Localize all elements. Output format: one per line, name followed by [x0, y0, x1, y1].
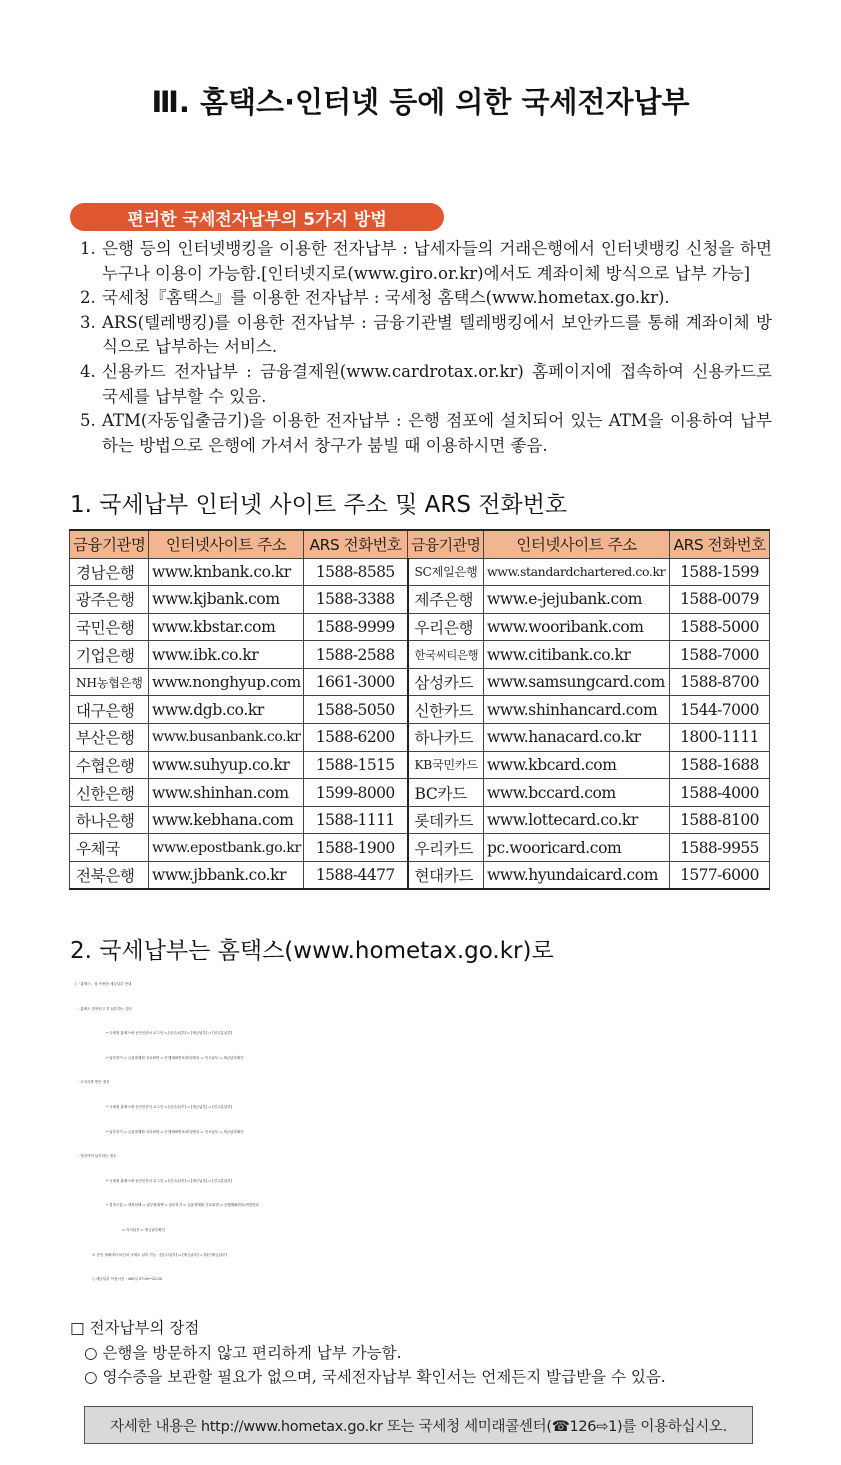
site-url-cell: www.hanacard.co.kr [484, 724, 670, 752]
site-url-cell: www.kbstar.com [149, 613, 304, 641]
ars-number-cell: 1588-8100 [670, 806, 770, 834]
ars-number-cell: 1577-6000 [670, 862, 770, 890]
site-url-cell: www.suhyup.co.kr [149, 751, 304, 779]
bank-name-cell: 하나은행 [70, 806, 149, 834]
header-site: 인터넷사이트 주소 [149, 530, 304, 558]
ars-number-cell: 1588-9955 [670, 834, 770, 862]
guide-case: - 홈택스 전자신고 후 납부하는 경우 [78, 1006, 133, 1011]
method-text: 은행 등의 인터넷뱅킹을 이용한 전자납부 : 납세자들의 거래은행에서 인터넷뱅킹 신청을 하면 누구나 이용이 가능함.[인터넷지로(www.giro.or.kr)에서도 계좌이체 방식으로 납부 가능] [102, 239, 772, 283]
merit-item: ○ 영수증을 보관할 필요가 없으며, 국세전자납부 확인서는 언제든지 발급받을 수 있음. [84, 1368, 666, 1387]
method-item [80, 360, 772, 409]
bank-name-cell: 국민은행 [70, 613, 149, 641]
ars-number-cell: 1588-8585 [304, 558, 408, 586]
bank-name-cell: 롯데카드 [408, 806, 484, 834]
bank-name-cell: 삼성카드 [408, 668, 484, 696]
bank-name-cell: 우리은행 [408, 613, 484, 641]
site-url-cell: www.e-jejubank.com [484, 586, 670, 614]
guide-step: • 납부하기 ⇨ 금융결제원 지로화면 ⇨ 은행계좌번호/비밀번호 ⇨ 즉시납부 ⇨ 세금납부확인 [106, 1129, 244, 1134]
footer-notice: 자세한 내용은 http://www.hometax.go.kr 또는 국세청 세미래콜센터(☎126⇨1)를 이용하십시오. [84, 1406, 753, 1444]
bank-name-cell: 현대카드 [408, 862, 484, 890]
bank-name-cell: BC카드 [408, 779, 484, 807]
site-url-cell: www.lottecard.co.kr [484, 806, 670, 834]
method-item [80, 409, 772, 458]
table-row [70, 613, 770, 641]
table-row [70, 834, 770, 862]
ars-number-cell: 1588-3388 [304, 586, 408, 614]
guide-step: • 납부하기 ⇨ 금융결제원 지로화면 ⇨ 은행계좌번호/비밀번호 ⇨ 즉시납부 ⇨ 세금납부확인 [106, 1055, 244, 1060]
bank-table-header [70, 530, 770, 558]
site-url-cell: www.nonghyup.com [149, 668, 304, 696]
method-item [80, 311, 772, 360]
guide-step: • 국세청 홈택스에 공인인증서 로그인 ⇨ [신고/납부] ⇨ [세금납부] ⇨ [신고분납부] [106, 1104, 233, 1109]
ars-number-cell: 1588-6200 [304, 724, 408, 752]
ars-number-cell: 1588-4477 [304, 862, 408, 890]
bank-name-cell: 수협은행 [70, 751, 149, 779]
table-row [70, 558, 770, 586]
ars-number-cell: 1588-5050 [304, 696, 408, 724]
merits-heading: □ 전자납부의 장점 [70, 1319, 200, 1337]
bank-table [69, 529, 770, 890]
table-row [70, 806, 770, 834]
ars-number-cell: 1588-1111 [304, 806, 408, 834]
method-text: 신용카드 전자납부 : 금융결제원(www.cardrotax.or.kr) 홈페이지에 접속하여 신용카드로 국세를 납부할 수 있음. [102, 361, 772, 406]
guide-intro: ○「홈택스」를 이용한 세금납부 안내 [74, 982, 132, 986]
bank-name-cell: 신한카드 [408, 696, 484, 724]
bank-name-cell: 제주은행 [408, 586, 484, 614]
method-text: 국세청『홈택스』를 이용한 전자납부 : 국세청 홈택스(www.hometax.go.kr). [102, 288, 670, 308]
bank-name-cell: 우리카드 [408, 834, 484, 862]
table-row [70, 641, 770, 669]
methods-heading-badge: 편리한 국세전자납부의 5가지 방법 [70, 203, 444, 231]
guide-step-continued: ⇨ 즉시납부 ⇨ 세금납부확인 [122, 1227, 166, 1232]
header-bank-name: 금융기관명 [408, 530, 484, 558]
guide-step: • 국세청 홈택스에 공인인증서 로그인 ⇨ [신고/납부] ⇨ [세금납부] ⇨ [신고분납부] [106, 1031, 233, 1036]
bank-name-cell: 기업은행 [70, 641, 149, 669]
site-url-cell: www.epostbank.go.kr [149, 834, 304, 862]
site-url-cell: www.samsungcard.com [484, 668, 670, 696]
bank-name-cell: KB국민카드 [408, 751, 484, 779]
site-url-cell: www.hyundaicard.com [484, 862, 670, 890]
table-row [70, 779, 770, 807]
method-item [80, 237, 772, 286]
guide-step: • 결정구분 ⇨ 세목선택 ⇨ 납부할세액 ⇨ 납부하기 ⇨ 금융결제원 지로화면 ⇨ 은행계좌번호/비밀번호 [106, 1203, 259, 1208]
ars-number-cell: 1588-1900 [304, 834, 408, 862]
ars-number-cell: 1599-8000 [304, 779, 408, 807]
site-url-cell: www.busanbank.co.kr [149, 724, 304, 752]
table-row [70, 751, 770, 779]
guide-case: - 고지서를 받은 경우 [78, 1080, 110, 1085]
site-url-cell: www.dgb.co.kr [149, 696, 304, 724]
site-url-cell: www.kebhana.com [149, 806, 304, 834]
site-url-cell: www.citibank.co.kr [484, 641, 670, 669]
method-number: 1. [80, 239, 96, 258]
bank-name-cell: 전북은행 [70, 862, 149, 890]
ars-number-cell: 1588-9999 [304, 613, 408, 641]
section1-title: 1. 국세납부 인터넷 사이트 주소 및 ARS 전화번호 [70, 492, 568, 518]
site-url-cell: www.kjbank.com [149, 586, 304, 614]
site-url-cell: www.ibk.co.kr [149, 641, 304, 669]
method-number: 4. [80, 361, 96, 381]
bank-name-cell: 한국씨티은행 [408, 641, 484, 669]
header-ars: ARS 전화번호 [670, 530, 770, 558]
ars-number-cell: 1588-1688 [670, 751, 770, 779]
bank-name-cell: 우체국 [70, 834, 149, 862]
page-title: Ⅲ. 홈택스·인터넷 등에 의한 국세전자납부 [151, 85, 690, 119]
hometax-guide [74, 972, 774, 1292]
guide-note: ※ 본인 계좌에서 타인의 국세도 납부 가능 : [신고/납부] ⇨ [세금납부] ⇨ [타인세금납부] [92, 1252, 227, 1257]
method-item [80, 286, 772, 311]
site-url-cell: www.jbbank.co.kr [149, 862, 304, 890]
table-row [70, 696, 770, 724]
bank-name-cell: 신한은행 [70, 779, 149, 807]
ars-number-cell: 1544-7000 [670, 696, 770, 724]
ars-number-cell: 1588-4000 [670, 779, 770, 807]
ars-number-cell: 1588-5000 [670, 613, 770, 641]
site-url-cell: www.wooribank.com [484, 613, 670, 641]
site-url-cell: www.kbcard.com [484, 751, 670, 779]
method-number: 2. [80, 288, 96, 308]
method-number: 5. [80, 411, 96, 431]
header-bank-name: 금융기관명 [70, 530, 149, 558]
table-row [70, 586, 770, 614]
site-url-cell: www.shinhan.com [149, 779, 304, 807]
header-ars: ARS 전화번호 [304, 530, 408, 558]
merits-section [70, 1316, 770, 1390]
bank-name-cell: 경남은행 [70, 558, 149, 586]
header-site: 인터넷사이트 주소 [484, 530, 670, 558]
bank-name-cell: SC제일은행 [408, 558, 484, 586]
table-row [70, 862, 770, 890]
guide-case: - 자진하여 납부하는 경우 [78, 1154, 117, 1159]
bank-name-cell: 부산은행 [70, 724, 149, 752]
site-url-cell: pc.wooricard.com [484, 834, 670, 862]
table-row [70, 668, 770, 696]
guide-step: • 국세청 홈택스에 공인인증서 로그인 ⇨ [신고/납부] ⇨ [세금납부] ⇨ [신고분납부] [106, 1178, 233, 1183]
site-url-cell: www.standardchartered.co.kr [484, 558, 670, 586]
method-text: ATM(자동입출금기)을 이용한 전자납부 : 은행 점포에 설치되어 있는 ATM을 이용하여 납부하는 방법으로 은행에 가셔서 창구가 붐빌 때 이용하시면 좋음. [102, 411, 772, 455]
method-text: ARS(텔레뱅킹)를 이용한 전자납부 : 금융기관별 텔레뱅킹에서 보안카드를 통해 계좌이체 방식으로 납부하는 서비스. [102, 312, 772, 357]
bank-name-cell: 하나카드 [408, 724, 484, 752]
ars-number-cell: 1800-1111 [670, 724, 770, 752]
bank-name-cell: NH농협은행 [70, 668, 149, 696]
ars-number-cell: 1588-8700 [670, 668, 770, 696]
site-url-cell: www.bccard.com [484, 779, 670, 807]
site-url-cell: www.knbank.co.kr [149, 558, 304, 586]
ars-number-cell: 1588-7000 [670, 641, 770, 669]
guide-hours: ○ 세금납부 이용시간 : 365일 07:00~23:30 [92, 1277, 163, 1282]
ars-number-cell: 1588-1515 [304, 751, 408, 779]
ars-number-cell: 1588-0079 [670, 586, 770, 614]
methods-list [80, 237, 772, 458]
ars-number-cell: 1661-3000 [304, 668, 408, 696]
merit-item: ○ 은행을 방문하지 않고 편리하게 납부 가능함. [84, 1343, 402, 1362]
ars-number-cell: 1588-2588 [304, 641, 408, 669]
ars-number-cell: 1588-1599 [670, 558, 770, 586]
section2-title: 2. 국세납부는 홈택스(www.hometax.go.kr)로 [70, 938, 554, 964]
bank-name-cell: 대구은행 [70, 696, 149, 724]
table-row [70, 724, 770, 752]
method-number: 3. [80, 312, 96, 332]
bank-name-cell: 광주은행 [70, 586, 149, 614]
site-url-cell: www.shinhancard.com [484, 696, 670, 724]
